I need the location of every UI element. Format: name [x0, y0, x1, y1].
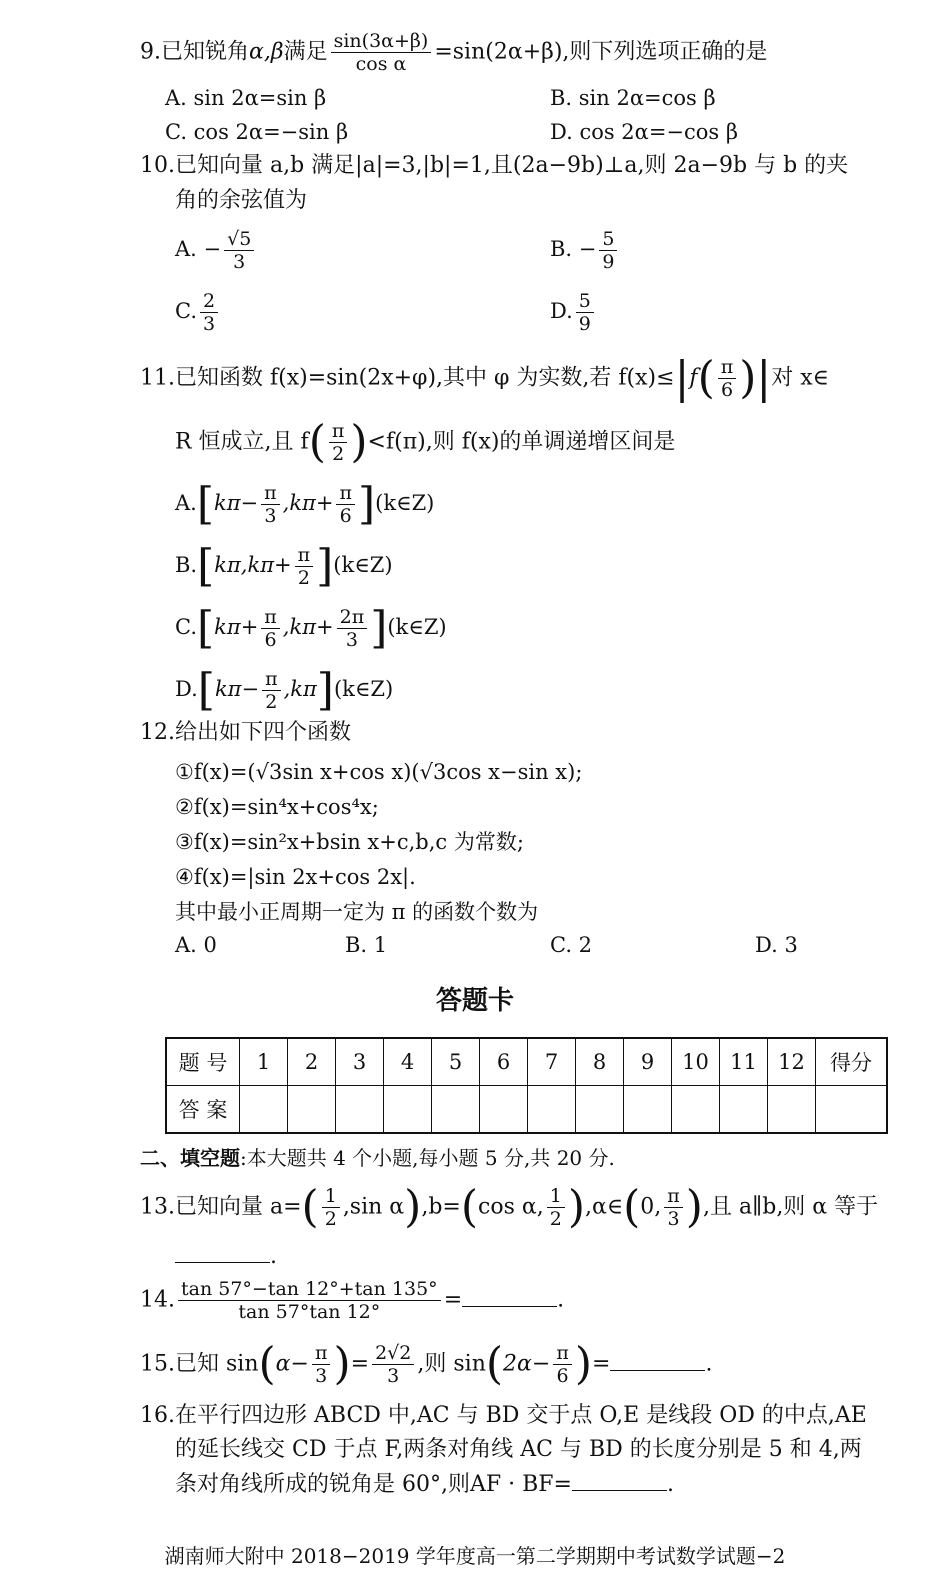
question-12	[140, 717, 351, 749]
q11-b-label: B.	[175, 553, 198, 577]
question-16-line2: 的延长线交 CD 于点 F,两条对角线 AC 与 BD 的长度分别是 5 和 4,两	[175, 1437, 862, 1462]
q13-p2: ,sin α	[342, 1194, 405, 1220]
answer-cell[interactable]	[288, 1086, 336, 1134]
q15-p3: =	[350, 1351, 370, 1377]
q13-tail: .	[270, 1244, 277, 1269]
q11-b-bracket-left: [	[197, 540, 215, 592]
q11-pi6-den: 6	[720, 379, 734, 401]
q15-number: 15.	[140, 1351, 175, 1377]
question-number-cell: 1	[240, 1038, 288, 1086]
q13-n1: 1	[322, 1185, 340, 1208]
q11-d-p2: ,kπ	[283, 677, 317, 701]
q15-paren1-left: (	[258, 1338, 276, 1390]
section-2-heading	[140, 1142, 615, 1174]
q11-number: 11.	[140, 365, 175, 391]
q10-b-num: 5	[599, 228, 617, 251]
q11-a-n1: π	[261, 482, 280, 505]
q11-option-c	[175, 602, 447, 654]
answer-cell[interactable]	[480, 1086, 528, 1134]
question-number-cell: 11	[720, 1038, 768, 1086]
q13-paren1-left: (	[301, 1181, 319, 1233]
question-16-line1	[140, 1400, 867, 1432]
answer-cell[interactable]	[768, 1086, 816, 1134]
q10-option-a	[175, 228, 257, 273]
q11-pi-over-6	[718, 356, 737, 401]
q11-c-n1: π	[261, 606, 280, 629]
q9-frac-num: sin(3α+β)	[331, 30, 432, 53]
q12-item-1: ①f(x)=(√3sin x+cos x)(√3cos x−sin x);	[175, 760, 583, 784]
q11-b-d1: 2	[297, 567, 310, 589]
q11-d-bracket-right: ]	[316, 664, 334, 716]
q11-option-b	[175, 540, 393, 592]
q15-frac1	[312, 1342, 331, 1387]
q10-d-num: 5	[576, 290, 594, 313]
q10-option-d	[550, 290, 597, 335]
q13-d1: 2	[324, 1208, 337, 1230]
q11-a-bracket-right: ]	[357, 478, 376, 530]
q11-d-label: D.	[175, 677, 198, 701]
q10-d-label: D.	[550, 299, 573, 323]
q9-vars: α,β	[249, 39, 284, 65]
q11-a-tail: (k∈Z)	[375, 491, 435, 515]
q11-pi2-den: 2	[332, 443, 345, 465]
q10-b-label: B. −	[550, 237, 597, 261]
q14-den: tan 57°tan 12°	[238, 1301, 381, 1323]
q9-option-b: B. sin 2α=cos β	[550, 86, 716, 110]
answer-cell[interactable]	[720, 1086, 768, 1134]
q15-blank[interactable]	[610, 1348, 705, 1371]
q11-b-bracket-right: ]	[316, 540, 334, 592]
q12-number: 12.	[140, 720, 175, 745]
q11-option-d	[175, 664, 394, 716]
question-16-line3	[175, 1468, 674, 1501]
q11-a-n2: π	[336, 482, 355, 505]
q11-c-n2: 2π	[337, 606, 368, 629]
question-number-cell: 7	[528, 1038, 576, 1086]
q10-option-b	[550, 228, 620, 273]
q11-l2-paren-left: (	[308, 416, 326, 468]
q14-fraction	[178, 1278, 441, 1323]
answer-cell[interactable]	[336, 1086, 384, 1134]
q11-line2-after: <f(π),则 f(x)的单调递增区间是	[367, 429, 676, 455]
q12-option-d: D. 3	[755, 933, 798, 957]
q11-f: f	[689, 365, 698, 391]
q9-frac-den: cos α	[355, 53, 407, 75]
question-number-cell: 5	[432, 1038, 480, 1086]
q11-b-n1: π	[295, 544, 314, 567]
q11-c-tail: (k∈Z)	[387, 615, 447, 639]
q11-a-d1: 3	[264, 505, 277, 527]
q11-d-d1: 2	[265, 691, 278, 713]
section-2-desc: :本大题共 4 个小题,每小题 5 分,共 20 分.	[240, 1146, 615, 1170]
answer-card-number-row	[166, 1038, 887, 1086]
q15-paren1-right: )	[333, 1338, 351, 1390]
q11-c-bracket-right: ]	[370, 602, 388, 654]
q11-c-frac2	[337, 606, 368, 651]
q11-pi-over-2	[329, 420, 348, 465]
q15-paren2-left: (	[485, 1338, 504, 1390]
q15-n1: π	[312, 1342, 331, 1365]
q14-num: tan 57°−tan 12°+tan 135°	[178, 1278, 441, 1301]
q15-p1: 已知 sin	[175, 1351, 259, 1377]
q15-p5: 2α−	[503, 1351, 551, 1377]
q14-blank[interactable]	[462, 1284, 557, 1307]
q15-p4: ,则 sin	[417, 1351, 486, 1377]
q11-paren-left: (	[697, 352, 715, 404]
q15-n2: 2√2	[372, 1342, 414, 1365]
q10-c-label: C.	[175, 299, 197, 323]
q11-d-n1: π	[262, 668, 281, 691]
q12-item-3: ③f(x)=sin²x+bsin x+c,b,c 为常数;	[175, 830, 524, 854]
question-number-cell: 2	[288, 1038, 336, 1086]
question-15	[140, 1338, 713, 1390]
q15-tail: .	[705, 1351, 713, 1377]
q11-c-d1: 6	[264, 629, 277, 651]
q11-a-label: A.	[175, 491, 197, 515]
q10-c-den: 3	[203, 313, 216, 335]
q13-frac1	[322, 1185, 340, 1230]
q13-p5: ,α∈	[584, 1194, 624, 1220]
answer-cell[interactable]	[432, 1086, 480, 1134]
q13-d2: 2	[549, 1208, 562, 1230]
score-label: 得分	[816, 1038, 888, 1086]
q10-b-den: 9	[602, 251, 615, 273]
q11-a-frac1	[261, 482, 280, 527]
q13-d3: 3	[667, 1208, 680, 1230]
q11-l2-paren-right: )	[350, 416, 368, 468]
q12-item-2: ②f(x)=sin⁴x+cos⁴x;	[175, 795, 379, 819]
q9-fraction	[331, 30, 432, 75]
answer-cell[interactable]	[624, 1086, 672, 1134]
q10-a-num: √5	[224, 228, 254, 251]
q15-paren2-right: )	[574, 1338, 592, 1390]
q11-b-tail: (k∈Z)	[333, 553, 393, 577]
row-label-number: 题 号	[166, 1038, 240, 1086]
q10-a-den: 3	[233, 251, 246, 273]
q11-c-bracket-left: [	[197, 602, 215, 654]
q13-paren2-left: (	[460, 1181, 479, 1233]
q15-n3: π	[553, 1342, 572, 1365]
q13-p1: 已知向量 a=	[175, 1194, 302, 1220]
q12-option-a: A. 0	[175, 933, 217, 957]
q12-option-b: B. 1	[345, 933, 388, 957]
q13-answer-line	[175, 1240, 277, 1273]
q10-d-den: 9	[578, 313, 591, 335]
question-number-cell: 9	[624, 1038, 672, 1086]
q13-p4: cos α,	[478, 1194, 544, 1220]
q11-abs-left: |	[674, 352, 690, 404]
answer-cell[interactable]	[576, 1086, 624, 1134]
page-footer: 湖南师大附中 2018−2019 学年度高一第二学期期中考试数学试题−2	[164, 1544, 786, 1568]
q13-paren3-left: (	[623, 1181, 641, 1233]
q13-frac2	[547, 1185, 565, 1230]
q11-a-p1: kπ−	[214, 491, 259, 515]
q10-b-frac	[599, 228, 617, 273]
q11-d-tail: (k∈Z)	[333, 677, 394, 701]
question-number-cell: 8	[576, 1038, 624, 1086]
answer-cell[interactable]	[672, 1086, 720, 1134]
q11-abs-right: |	[756, 352, 772, 404]
q9-number: 9.	[140, 39, 161, 65]
q11-a-d2: 6	[339, 505, 352, 527]
q10-c-num: 2	[200, 290, 218, 313]
q11-b-p1: kπ,kπ+	[214, 553, 292, 577]
answer-cell[interactable]	[528, 1086, 576, 1134]
q9-stem-after: =sin(2α+β),则下列选项正确的是	[434, 39, 768, 65]
q11-pi6-num: π	[718, 356, 737, 379]
question-11-line1	[140, 352, 829, 404]
q11-c-label: C.	[175, 615, 197, 639]
q13-p3: ,b=	[421, 1194, 461, 1220]
question-number-cell: 4	[384, 1038, 432, 1086]
score-cell[interactable]	[816, 1086, 888, 1134]
q10-option-c	[175, 290, 221, 335]
question-14	[140, 1278, 564, 1323]
q13-p6: 0,	[640, 1194, 662, 1220]
question-10-line2: 角的余弦值为	[175, 188, 308, 213]
q15-d2: 3	[387, 1365, 400, 1387]
answer-cell[interactable]	[384, 1086, 432, 1134]
q16-tail: .	[666, 1472, 674, 1497]
q10-a-frac	[224, 228, 254, 273]
q9-option-a: A. sin 2α=sin β	[165, 86, 327, 110]
q13-n3: π	[664, 1185, 683, 1208]
question-number-cell: 3	[336, 1038, 384, 1086]
q16-blank[interactable]	[572, 1468, 667, 1491]
question-9	[140, 30, 767, 75]
answer-cell[interactable]	[240, 1086, 288, 1134]
q12-option-c: C. 2	[550, 933, 593, 957]
q15-p2: α−	[275, 1351, 309, 1377]
q10-a-label: A. −	[175, 237, 222, 261]
q12-item-4: ④f(x)=|sin 2x+cos 2x|.	[175, 865, 416, 889]
q16-line3: 条对角线所成的锐角是 60°,则AF · BF=	[175, 1472, 572, 1497]
q15-d1: 3	[315, 1365, 328, 1387]
q15-frac3	[553, 1342, 572, 1387]
q13-paren1-right: )	[404, 1181, 422, 1233]
q13-number: 13.	[140, 1194, 175, 1220]
q15-frac2	[372, 1342, 414, 1387]
q11-line1-before: 已知函数 f(x)=sin(2x+φ),其中 φ 为实数,若 f(x)≤	[175, 365, 675, 391]
q11-c-frac1	[261, 606, 280, 651]
q13-frac3	[664, 1185, 683, 1230]
question-number-cell: 10	[672, 1038, 720, 1086]
q11-a-bracket-left: [	[196, 478, 215, 530]
question-number-cell: 12	[768, 1038, 816, 1086]
section-2-title: 二、填空题	[140, 1146, 240, 1170]
q11-c-p2: ,kπ+	[282, 615, 334, 639]
q13-blank[interactable]	[175, 1240, 270, 1263]
q11-c-d2: 3	[345, 629, 358, 651]
q11-b-frac1	[295, 544, 314, 589]
answer-card-answer-row	[166, 1086, 887, 1134]
answer-card-title: 答题卡	[435, 986, 514, 1016]
q11-pi2-num: π	[329, 420, 348, 443]
q11-line1-after: 对 x∈	[771, 365, 829, 391]
q10-d-frac	[576, 290, 594, 335]
question-11-line2	[175, 416, 676, 468]
q11-d-bracket-left: [	[197, 664, 215, 716]
q11-a-p2: ,kπ+	[282, 491, 334, 515]
q16-line1: 在平行四边形 ABCD 中,AC 与 BD 交于点 O,E 是线段 OD 的中点,AE	[175, 1403, 867, 1428]
q15-d3: 6	[556, 1365, 569, 1387]
q13-n2: 1	[547, 1185, 565, 1208]
q16-number: 16.	[140, 1403, 175, 1428]
q11-paren-right: )	[739, 352, 757, 404]
q11-line2-before: R 恒成立,且 f	[175, 429, 309, 455]
q11-c-p1: kπ+	[214, 615, 259, 639]
q10-line1: 已知向量 a,b 满足|a|=3,|b|=1,且(2a−9b)⊥a,则 2a−9b 与 b 的夹	[175, 153, 849, 178]
question-10-line1	[140, 150, 848, 182]
q15-p6: =	[592, 1351, 611, 1377]
q9-stem-before: 已知锐角	[161, 39, 250, 65]
q11-d-p1: kπ−	[214, 677, 260, 701]
q14-tail: .	[557, 1287, 565, 1313]
q14-eq: =	[443, 1287, 463, 1313]
question-number-cell: 6	[480, 1038, 528, 1086]
row-label-answer: 答 案	[166, 1086, 240, 1134]
q11-d-frac1	[262, 668, 281, 713]
q12-question: 其中最小正周期一定为 π 的函数个数为	[175, 900, 539, 924]
q10-number: 10.	[140, 153, 175, 178]
q11-a-frac2	[336, 482, 355, 527]
q14-number: 14.	[140, 1287, 175, 1313]
q11-option-a	[175, 478, 435, 530]
q9-stem-mid: 满足	[283, 39, 328, 65]
q13-paren3-right: )	[685, 1181, 703, 1233]
q13-paren2-right: )	[567, 1181, 585, 1233]
question-13	[140, 1181, 879, 1233]
answer-card-table	[165, 1037, 888, 1134]
q9-option-c: C. cos 2α=−sin β	[165, 120, 349, 144]
q9-option-d: D. cos 2α=−cos β	[550, 120, 739, 144]
q12-stem: 给出如下四个函数	[175, 720, 352, 745]
q10-c-frac	[200, 290, 218, 335]
q13-p7: ,且 a∥b,则 α 等于	[702, 1194, 879, 1220]
